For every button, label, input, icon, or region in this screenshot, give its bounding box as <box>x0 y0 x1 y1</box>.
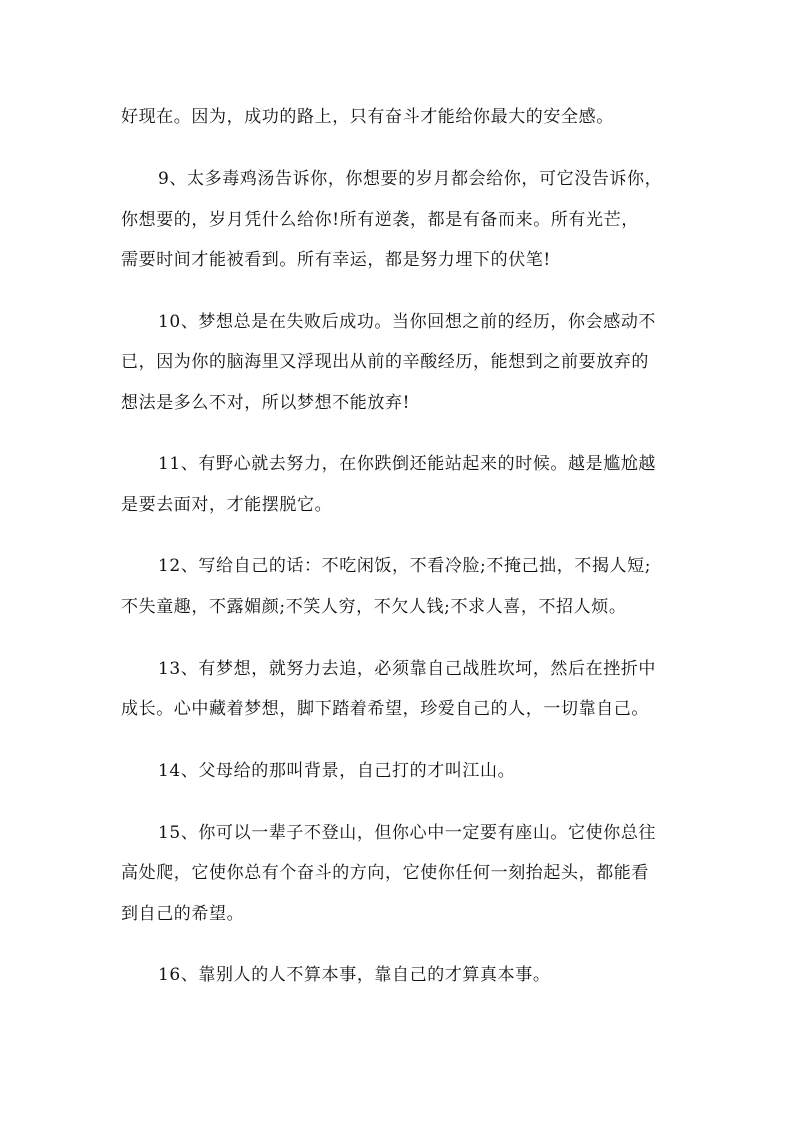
paragraph-line: 需要时间才能被看到。所有幸运，都是努力埋下的伏笔! <box>121 250 551 270</box>
paragraph-line: 成长。心中藏着梦想，脚下踏着希望，珍爱自己的人，一切靠自己。 <box>121 699 649 719</box>
paragraph-line: 11、有野心就去努力，在你跌倒还能站起来的时候。越是尴尬越 <box>158 454 657 474</box>
paragraph-line: 13、有梦想，就努力去追，必须靠自己战胜坎坷，然后在挫折中 <box>158 659 657 679</box>
paragraph-line: 15、你可以一辈子不登山，但你心中一定要有座山。它使你总往 <box>158 823 657 843</box>
paragraph-line: 12、写给自己的话：不吃闲饭，不看冷脸;不掩己拙，不揭人短; <box>158 556 652 576</box>
paragraph-line: 14、父母给的那叫背景，自己打的才叫江山。 <box>158 761 516 781</box>
paragraph-line: 高处爬，它使你总有个奋斗的方向，它使你任何一刻抬起头，都能看 <box>121 863 649 883</box>
paragraph-line: 10、梦想总是在失败后成功。当你回想之前的经历，你会感动不 <box>158 312 657 332</box>
paragraph-line: 你想要的，岁月凭什么给你!所有逆袭，都是有备而来。所有光芒， <box>121 210 639 230</box>
paragraph-line: 已，因为你的脑海里又浮现出从前的辛酸经历，能想到之前要放弃的 <box>121 352 649 372</box>
paragraph-line: 9、太多毒鸡汤告诉你，你想要的岁月都会给你，可它没告诉你， <box>158 169 663 189</box>
paragraph-line: 不失童趣，不露媚颜;不笑人穷，不欠人钱;不求人喜，不招人烦。 <box>121 597 627 617</box>
paragraph-line: 想法是多么不对，所以梦想不能放弃! <box>121 393 411 413</box>
paragraph-line: 好现在。因为，成功的路上，只有奋斗才能给你最大的安全感。 <box>121 107 614 127</box>
paragraph-line: 16、靠别人的人不算本事，靠自己的才算真本事。 <box>158 965 551 985</box>
paragraph-line: 到自己的希望。 <box>121 904 245 924</box>
paragraph-line: 是要去面对，才能摆脱它。 <box>121 495 333 515</box>
